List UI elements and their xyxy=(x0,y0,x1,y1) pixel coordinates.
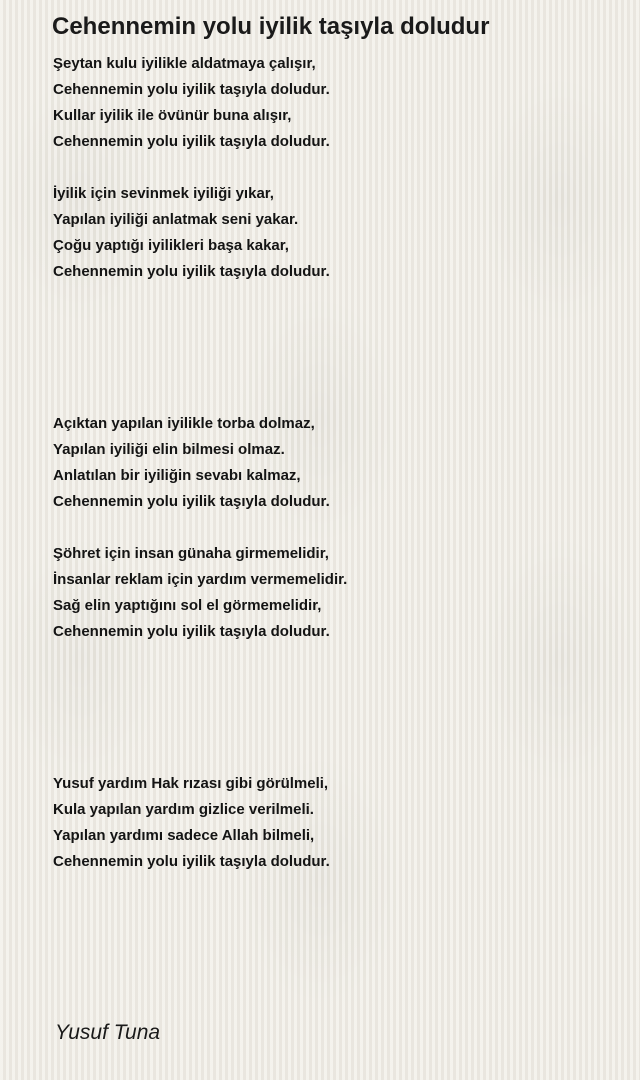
poem-line: Cehennemin yolu iyilik taşıyla doludur. xyxy=(53,81,330,98)
poem-line: Cehennemin yolu iyilik taşıyla doludur. xyxy=(53,623,330,640)
poem-line: Cehennemin yolu iyilik taşıyla doludur. xyxy=(53,493,330,510)
poem-line: İnsanlar reklam için yardım vermemelidir. xyxy=(53,571,348,588)
poem-line: Sağ elin yaptığını sol el görmemelidir, xyxy=(53,597,322,614)
poem-line: Yapılan iyiliği anlatmak seni yakar. xyxy=(53,211,299,228)
poem-line: Çoğu yaptığı iyilikleri başa kakar, xyxy=(53,237,289,254)
poem-line: Açıktan yapılan iyilikle torba dolmaz, xyxy=(53,415,315,432)
poem-line: Şöhret için insan günaha girmemelidir, xyxy=(53,545,329,562)
poem-line: Cehennemin yolu iyilik taşıyla doludur. xyxy=(53,263,330,280)
poem-line: Kula yapılan yardım gizlice verilmeli. xyxy=(53,801,314,818)
stanza-5 xyxy=(53,771,613,875)
stanza-1 xyxy=(53,51,613,155)
stanza-4 xyxy=(53,541,613,645)
poem-line: Anlatılan bir iyiliğin sevabı kalmaz, xyxy=(53,467,301,484)
poem-author: Yusuf Tuna xyxy=(55,1021,161,1044)
poem-line: Cehennemin yolu iyilik taşıyla doludur. xyxy=(53,853,330,870)
poem-title: Cehennemin yolu iyilik taşıyla doludur xyxy=(52,13,490,40)
poem-line: İyilik için sevinmek iyiliği yıkar, xyxy=(53,185,274,202)
poem-line: Cehennemin yolu iyilik taşıyla doludur. xyxy=(53,133,330,150)
poem-line: Kullar iyilik ile övünür buna alışır, xyxy=(53,107,292,124)
poem-line: Yapılan yardımı sadece Allah bilmeli, xyxy=(53,827,315,844)
poem-line: Yusuf yardım Hak rızası gibi görülmeli, xyxy=(53,775,329,792)
stanza-2 xyxy=(53,181,613,285)
poem-line: Yapılan iyiliği elin bilmesi olmaz. xyxy=(53,441,285,458)
stanza-3 xyxy=(53,411,613,515)
poem-line: Şeytan kulu iyilikle aldatmaya çalışır, xyxy=(53,55,316,72)
